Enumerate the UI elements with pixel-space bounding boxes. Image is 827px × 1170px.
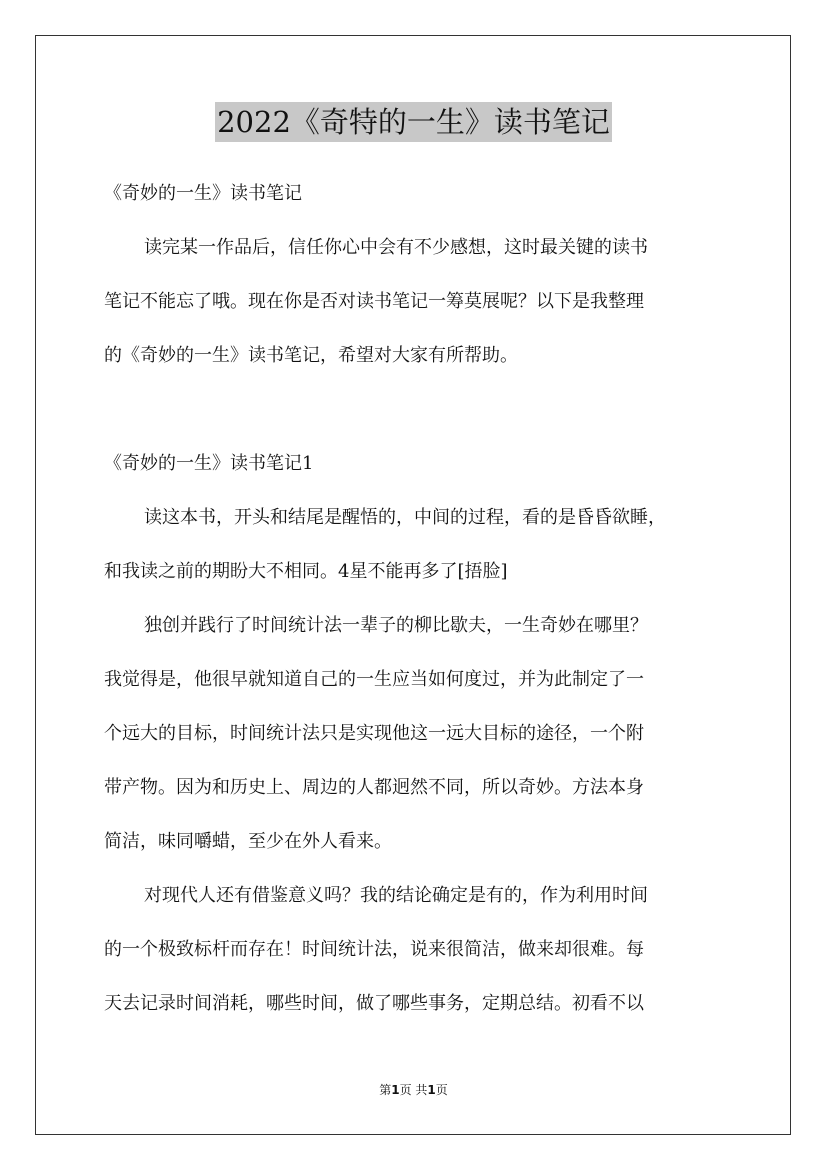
title-wrap — [0, 102, 827, 142]
footer-page-current: 1 — [391, 1083, 400, 1097]
section-heading: 《奇妙的一生》读书笔记1 — [104, 453, 314, 474]
body-line: 对现代人还有借鉴意义吗？我的结论确定是有的，作为利用时间 — [144, 885, 648, 906]
intro-line: 笔记不能忘了哦。现在你是否对读书笔记一筹莫展呢？以下是我整理 — [104, 291, 644, 312]
body-line: 带产物。因为和历史上、周边的人都迥然不同，所以奇妙。方法本身 — [104, 777, 644, 798]
body-line: 简洁，味同嚼蜡，至少在外人看来。 — [104, 831, 392, 852]
footer-page-total: 1 — [427, 1083, 436, 1097]
body-line: 我觉得是，他很早就知道自己的一生应当如何度过，并为此制定了一 — [104, 669, 644, 690]
document-title: 2022《奇特的一生》读书笔记 — [215, 102, 612, 142]
footer-page-suffix: 页 — [435, 1083, 448, 1097]
footer-page-mid: 页 共 — [399, 1083, 428, 1097]
intro-line: 读完某一作品后，信任你心中会有不少感想，这时最关键的读书 — [144, 237, 648, 258]
intro-line: 的《奇妙的一生》读书笔记，希望对大家有所帮助。 — [104, 345, 518, 366]
footer-page-prefix: 第 — [379, 1083, 392, 1097]
body-line: 的一个极致标杆而存在！时间统计法，说来很简洁，做来却很难。每 — [104, 939, 644, 960]
body-line: 和我读之前的期盼大不相同。4星不能再多了[捂脸] — [104, 561, 508, 582]
body-line: 独创并践行了时间统计法一辈子的柳比歇夫，一生奇妙在哪里？ — [144, 615, 648, 636]
body-line: 天去记录时间消耗，哪些时间，做了哪些事务，定期总结。初看不以 — [104, 993, 644, 1014]
document-subtitle: 《奇妙的一生》读书笔记 — [104, 183, 302, 204]
body-line: 读这本书，开头和结尾是醒悟的，中间的过程，看的是昏昏欲睡， — [144, 507, 666, 528]
page-footer — [0, 1082, 827, 1098]
body-line: 个远大的目标，时间统计法只是实现他这一远大目标的途径，一个附 — [104, 723, 644, 744]
